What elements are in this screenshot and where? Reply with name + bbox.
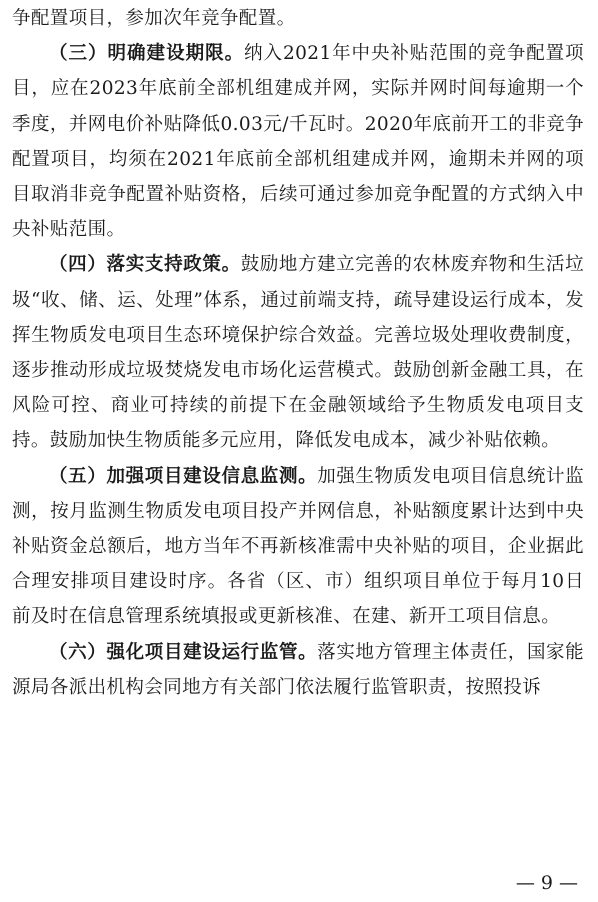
paragraph-body: 鼓励地方建立完善的农林废弃物和生活垃圾“收、储、运、处理”体系，通过前端支持，疏导建设运行成本，发挥生物质发电项目生态环境保护综合效益。完善垃圾处理收费制度，逐步推动形成垃圾焚烧发电市场化运营模式。鼓励创新金融工具，在风险可控、商业可持续的前提下在金融领域给予生物质发电项目支持。鼓励加快生物质能多元应用，降低发电成本，减少补贴依赖。 bbox=[12, 254, 584, 452]
paragraph-section-6 bbox=[12, 635, 584, 705]
paragraph-body: 加强生物质发电项目信息统计监测，按月监测生物质发电项目投产并网信息，补贴额度累计达到中央补贴资金总额后，地方当年不再新核准需中央补贴的项目，企业据此合理安排项目建设时序。各省（区、市）组织项目单位于每月10日前及时在信息管理系统填报或更新核准、在建、新开工项目信息。 bbox=[12, 465, 584, 628]
document-page bbox=[12, 0, 584, 705]
page-number: — 9 — bbox=[515, 872, 578, 894]
paragraph-section-3 bbox=[12, 36, 584, 247]
section-heading: （六）强化项目建设运行监管。 bbox=[49, 641, 318, 663]
paragraph-continuation bbox=[12, 1, 584, 36]
paragraph-section-4 bbox=[12, 247, 584, 458]
section-heading: （五）加强项目建设信息监测。 bbox=[49, 465, 318, 487]
paragraph-body: 落实地方管理主体责任，国家能源局各派出机构会同地方有关部门依法履行监管职责，按照投诉 bbox=[12, 641, 584, 698]
paragraph-section-5 bbox=[12, 459, 584, 635]
paragraph-body: 纳入2021年中央补贴范围的竞争配置项目，应在2023年底前全部机组建成并网，实际并网时间每逾期一个季度，并网电价补贴降低0.03元/千瓦时。2020年底前开工的非竞争配置项目，均须在2021年底前全部机组建成并网，逾期未并网的项目取消非竞争配置补贴资格，后续可通过参加竞争配置的方式纳入中央补贴范围。 bbox=[12, 43, 584, 241]
paragraph-body: 争配置项目，参加次年竞争配置。 bbox=[12, 8, 296, 29]
section-heading: （四）落实支持政策。 bbox=[49, 254, 241, 276]
section-heading: （三）明确建设期限。 bbox=[49, 43, 245, 65]
